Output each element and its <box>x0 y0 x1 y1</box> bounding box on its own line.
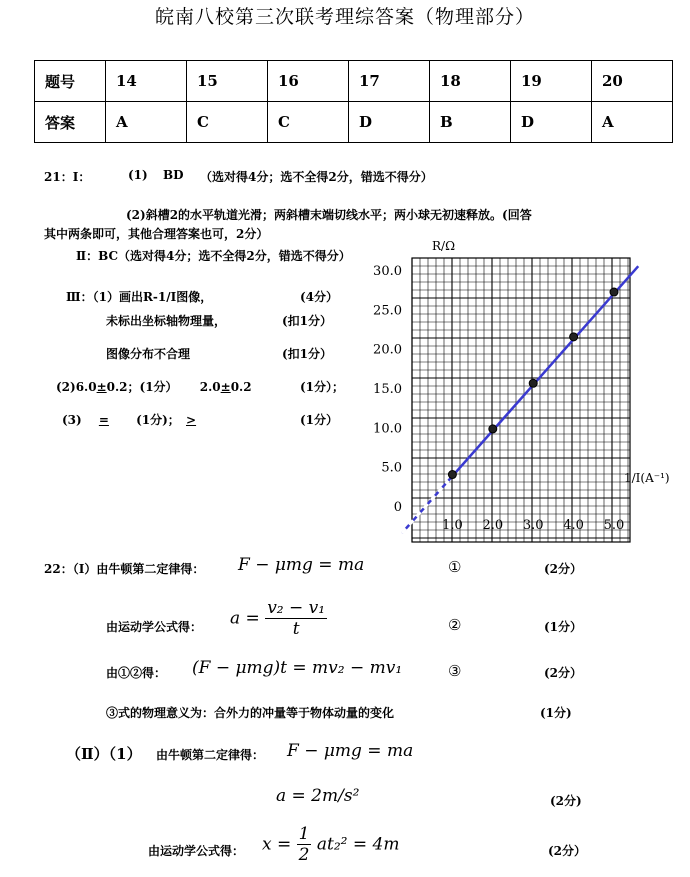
answer-table <box>34 60 673 143</box>
table-cell: 15 <box>187 61 268 102</box>
q21-iii-score4: (1分）； <box>300 380 345 394</box>
x-tick-label: 3.0 <box>522 518 544 533</box>
q21-p2-line2: 其中两条即可，其他合理答案也可，2分） <box>44 227 269 241</box>
eq7-denominator: 2 <box>298 845 310 865</box>
q22-equation2 <box>230 598 327 639</box>
table-cell: 题号 <box>35 61 106 102</box>
q22-equation3: (F − μmg)t = mv₂ − mv₁ <box>192 658 403 678</box>
q21-p2-line1: (2)斜槽2的水平轨道光滑；两斜槽末端切线水平；两小球无初速释放。(回答 <box>126 208 532 222</box>
data-point <box>489 425 497 433</box>
q22-label3 <box>106 664 166 681</box>
y-tick-label: 25.0 <box>373 303 402 319</box>
table-cell: 19 <box>511 61 592 102</box>
q21-ii: Ⅱ：BC（选对得4分；选不全得2分，错选不得分） <box>76 249 351 263</box>
eq2-numerator: v₂ − v₁ <box>267 598 326 618</box>
x-tick-label: 4.0 <box>563 518 584 533</box>
q21-iii-line4 <box>56 378 252 395</box>
q21-iii-value2-err: 0.2 <box>230 380 252 394</box>
q21-iii-score6: (1分） <box>300 413 339 427</box>
q22-label2: 由运动学公式得： <box>106 620 203 634</box>
q22-score4: (1分) <box>540 706 572 720</box>
q22-score6: (2分) <box>550 794 582 808</box>
q21-iii-value1-err: 0.2；(1分） <box>106 380 178 394</box>
x-tick-label: 2.0 <box>482 518 504 533</box>
equation-ref: ① <box>118 666 131 680</box>
equation-ref: ② <box>130 666 143 680</box>
q22-score2: (1分） <box>544 620 583 634</box>
table-cell: 18 <box>430 61 511 102</box>
data-point <box>570 333 578 341</box>
table-cell: 14 <box>106 61 187 102</box>
y-tick-label: 5.0 <box>381 460 402 476</box>
q21-iii-score5: (1分)； <box>136 413 180 427</box>
x-axis-label: 1/I(A⁻¹) <box>624 471 670 485</box>
x-tick-label: 5.0 <box>603 518 625 533</box>
equation-ref: ③ <box>106 706 119 720</box>
q22-equation7 <box>262 824 399 865</box>
q22-meaning: 式的物理意义为：合外力的冲量等于物体动量的变化 <box>118 706 395 720</box>
chart-ticks <box>373 264 624 533</box>
y-axis-label: R/Ω <box>432 239 456 253</box>
q21-iii-score3: (扣1分） <box>282 347 333 361</box>
q22-label3-suffix: 得： <box>142 666 167 680</box>
eq2-lhs: a = <box>230 608 260 629</box>
q22-label7: 由运动学公式得： <box>148 844 245 858</box>
equation-number: ③ <box>448 662 462 680</box>
data-point <box>610 288 618 296</box>
page-title: 皖南八校第三次联考理综答案（物理部分） <box>154 6 535 28</box>
q22-label3-prefix: 由 <box>106 666 119 680</box>
q22-score1: (2分） <box>544 562 583 576</box>
table-cell: 答案 <box>35 102 106 143</box>
x-tick-label: 1.0 <box>442 518 463 533</box>
table-cell: A <box>592 102 673 143</box>
y-tick-label: 20.0 <box>373 342 402 358</box>
q22-score3: (2分） <box>544 666 583 680</box>
table-row-answers <box>35 102 673 143</box>
q21-iii-equal-answer: = <box>98 413 109 427</box>
q22-equation6: a = 2m/s² <box>276 786 360 806</box>
table-cell: D <box>349 102 430 143</box>
q21-iii-value2: 2.0 <box>199 380 221 394</box>
q21-p1-answer: BD <box>163 168 184 182</box>
q21-iii-greater-answer: > <box>186 413 197 427</box>
y-tick-label: 30.0 <box>373 264 402 279</box>
eq7-fraction <box>297 824 312 865</box>
table-cell: D <box>511 102 592 143</box>
q21-iii-score1: (4分） <box>300 290 339 304</box>
y-tick-label: 15.0 <box>373 382 402 397</box>
q21-label: 21：Ⅰ： <box>44 170 91 184</box>
table-cell: C <box>268 102 349 143</box>
equation-number: ② <box>448 616 462 634</box>
table-cell: B <box>430 102 511 143</box>
eq7-lhs: x = <box>262 834 292 855</box>
eq2-denominator: t <box>292 619 300 639</box>
q21-iii-value1: (2)6.0 <box>56 380 97 394</box>
table-cell: 20 <box>592 61 673 102</box>
table-cell: 17 <box>349 61 430 102</box>
q21-iii-line5 <box>62 411 226 428</box>
q21-iii-line1: Ⅲ：（1）画出R-1/I图像， <box>66 290 213 304</box>
q21-p1-num: (1) <box>128 168 148 182</box>
q22-label4 <box>106 704 394 721</box>
q22-label: 22：（Ⅰ）由牛顿第二定律得： <box>44 562 205 576</box>
r-vs-inverse-i-chart <box>360 236 690 546</box>
eq2-fraction <box>265 598 327 639</box>
q21-iii-line2: 未标出坐标轴物理量， <box>106 314 227 328</box>
eq7-rhs: at₂² = 4m <box>316 834 400 855</box>
plus-minus-sign: ± <box>96 380 107 394</box>
y-tick-label: 0 <box>393 500 402 515</box>
table-cell: A <box>106 102 187 143</box>
eq7-numerator: 1 <box>298 824 310 844</box>
q21-iii-line3: 图像分布不合理 <box>106 347 191 361</box>
equation-number: ① <box>448 558 462 576</box>
q21-iii-score2: (扣1分） <box>282 314 333 328</box>
q22-score7: (2分） <box>548 844 587 858</box>
table-row-header <box>35 61 673 102</box>
table-cell: C <box>187 102 268 143</box>
q21-p1-note: （选对得4分；选不全得2分，错选不得分） <box>200 170 433 184</box>
data-point <box>529 379 537 387</box>
y-tick-label: 10.0 <box>373 421 402 437</box>
data-point <box>448 471 456 479</box>
q22-ii-label: （Ⅱ）（1） <box>66 745 142 763</box>
q22-equation5: F − μmg = ma <box>287 741 414 761</box>
q22-equation1: F − μmg = ma <box>238 555 365 575</box>
q21-iii-part3: (3) <box>62 413 82 427</box>
table-cell: 16 <box>268 61 349 102</box>
q22-ii-label2: 由牛顿第二定律得： <box>156 748 265 762</box>
plus-minus-sign: ± <box>220 380 231 394</box>
